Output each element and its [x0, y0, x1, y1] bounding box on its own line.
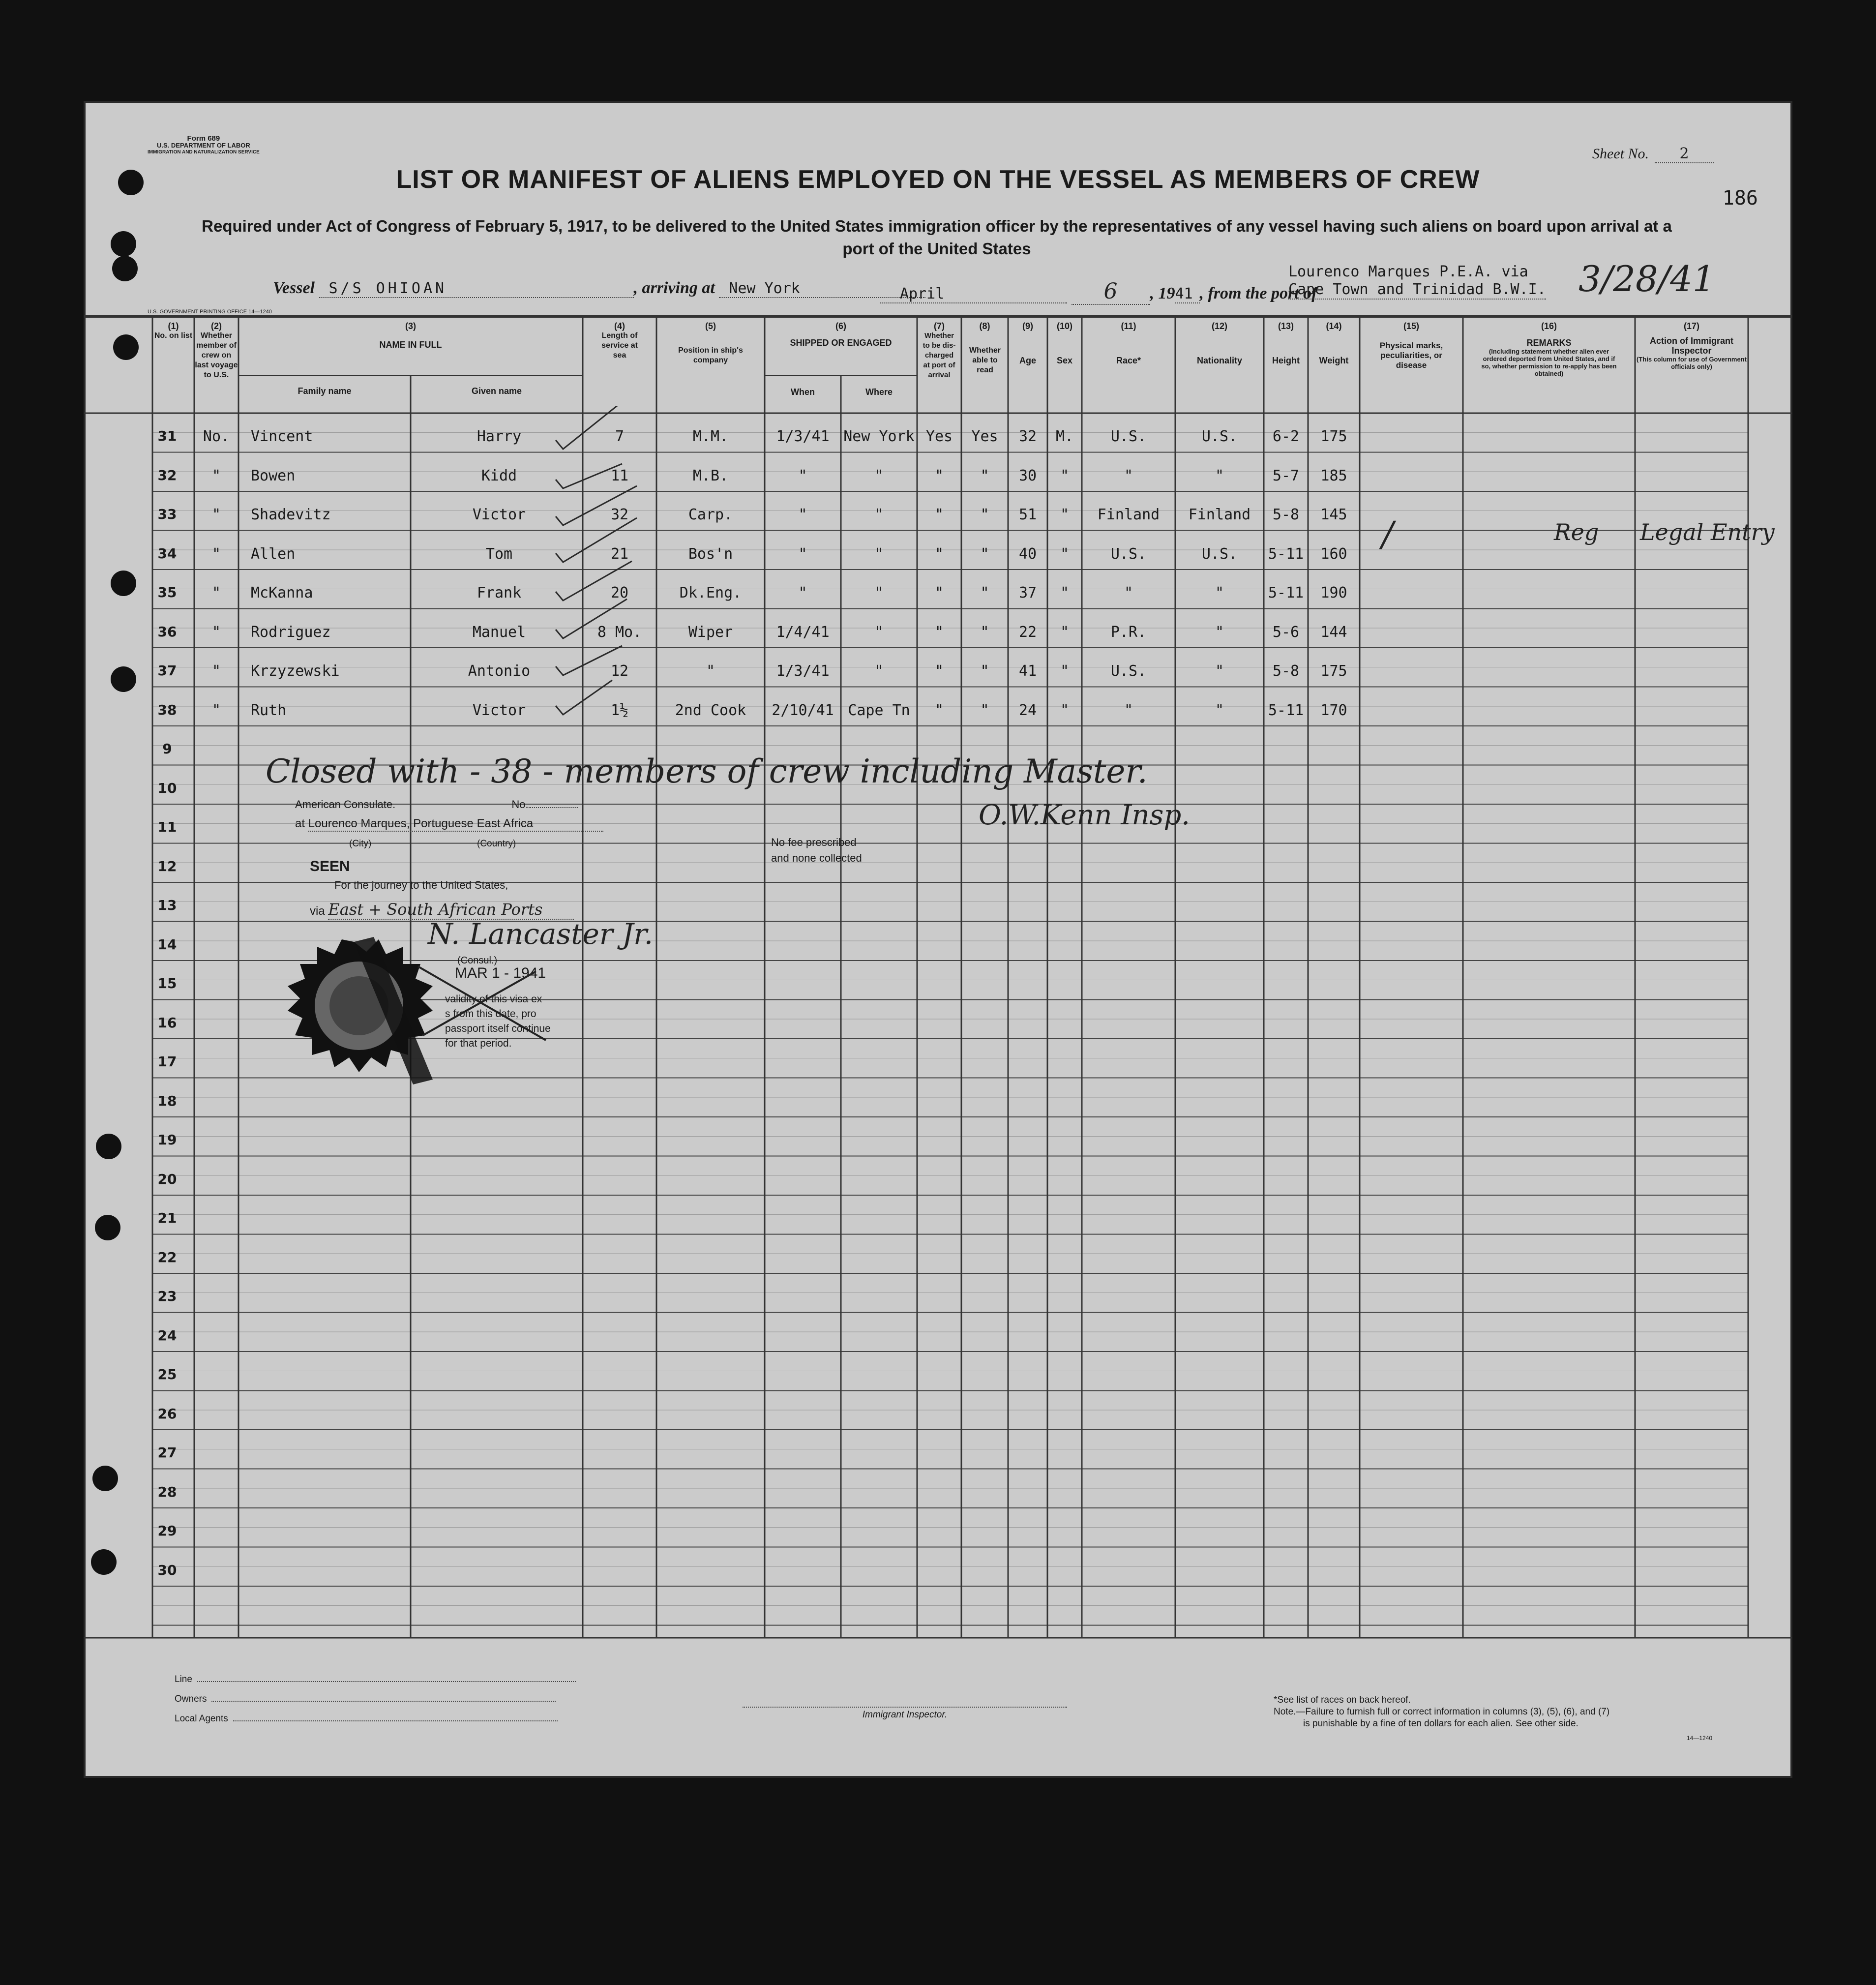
punch-hole: [95, 1215, 120, 1240]
cell-nationality: U.S.: [1201, 545, 1238, 563]
row-number: 15: [157, 975, 177, 992]
validity-line-4: for that period.: [445, 1038, 512, 1049]
row-number: 20: [157, 1171, 177, 1187]
row-number: 25: [157, 1366, 177, 1383]
from-label: , from the port of: [1199, 284, 1317, 302]
cell-service: 21: [610, 545, 629, 563]
cell-where: Cape Tn: [848, 701, 910, 719]
department-name: U.S. DEPARTMENT OF LABOR: [157, 142, 250, 149]
cell-where: ": [874, 623, 884, 641]
cell-discharged: ": [934, 701, 944, 719]
col-13-num: (13): [1278, 321, 1294, 331]
col-7-header: [917, 321, 961, 380]
col-9-header: [1008, 321, 1047, 365]
cell-age: 51: [1018, 506, 1037, 523]
col-11-header: [1082, 321, 1175, 365]
via-strikeout: [418, 966, 546, 1040]
closing-statement: Closed with - 38 - members of crew including Master.: [266, 752, 1148, 790]
col-8-label: Whether able to read: [969, 346, 1001, 374]
cell-given: Manuel: [472, 623, 526, 641]
seen-label: SEEN: [310, 858, 350, 874]
arrival-port: New York: [719, 280, 925, 298]
journey-text: For the journey to the United States,: [334, 879, 508, 891]
row-number: 17: [157, 1053, 177, 1070]
cell-age: 24: [1018, 701, 1037, 719]
fee-note-line-1: No fee prescribed: [771, 836, 857, 848]
cell-crew: ": [211, 584, 221, 602]
checkmark-37: [556, 646, 622, 675]
checkmark-32: [556, 464, 622, 488]
col-1-num: (1): [168, 321, 179, 331]
consulate-seal: [261, 922, 556, 1178]
cell-height: 5-11: [1268, 584, 1304, 602]
consulate-name: American Consulate.: [295, 798, 396, 811]
cell-sex: M.: [1055, 428, 1074, 445]
col-10-label: Sex: [1056, 356, 1073, 365]
cell-when: 1/3/41: [776, 428, 830, 445]
cell-weight: 170: [1320, 701, 1347, 719]
cell-read: ": [980, 506, 989, 523]
stamp-date: MAR 1 - 1941: [455, 965, 546, 981]
col-8-num: (8): [979, 321, 990, 331]
col-11-num: (11): [1121, 321, 1136, 331]
cell-race: U.S.: [1110, 662, 1147, 680]
checkmark-36: [556, 599, 627, 638]
cell-where: ": [874, 506, 884, 523]
cell-service: 8 Mo.: [597, 623, 642, 641]
cell-read: ": [980, 584, 989, 602]
cell-service: 7: [615, 428, 625, 445]
cell-read: ": [980, 467, 989, 484]
col-1-label: No. on list: [154, 331, 193, 340]
cell-position: Bos'n: [688, 545, 733, 563]
page-number: 186: [1722, 187, 1758, 210]
cell-read: ": [980, 545, 989, 563]
col-17-num: (17): [1683, 321, 1699, 331]
punch-hole: [92, 1466, 118, 1491]
immigrant-inspector-line: Immigrant Inspector.: [743, 1707, 1067, 1720]
cell-position: Dk.Eng.: [679, 584, 742, 602]
footer-fields: [175, 1670, 576, 1729]
cell-discharged: ": [934, 623, 944, 641]
row-number: 22: [157, 1249, 177, 1265]
cell-height: 6-2: [1272, 428, 1300, 445]
cell-height: 5-6: [1272, 623, 1300, 641]
cell-given: Victor: [472, 506, 526, 523]
arriving-label: , arriving at: [633, 279, 715, 297]
cell-age: 41: [1018, 662, 1037, 680]
form-number: Form 689: [187, 134, 220, 143]
cell-where: ": [874, 584, 884, 602]
cell-crew: ": [211, 545, 221, 563]
col-3-num: (3): [405, 321, 416, 331]
cell-nationality: ": [1215, 467, 1224, 484]
cell-crew: ": [211, 701, 221, 719]
col-10-num: (10): [1056, 321, 1072, 331]
col-6-label: SHIPPED OR ENGAGED: [790, 338, 892, 348]
row-number: 9: [162, 741, 172, 757]
cell-family: Allen: [251, 545, 296, 563]
cell-race: ": [1124, 467, 1133, 484]
cell-nationality: ": [1215, 662, 1224, 680]
cell-discharged: ": [934, 584, 944, 602]
footer-line-field: [175, 1670, 576, 1689]
checkmark-38: [556, 680, 612, 715]
row-number: 30: [157, 1562, 177, 1578]
cell-age: 22: [1018, 623, 1037, 641]
consul-signature: N. Lancaster Jr.: [428, 917, 654, 951]
cell-where: ": [874, 545, 884, 563]
cell-weight: 145: [1320, 506, 1347, 523]
punch-hole: [111, 571, 136, 596]
cell-family: Bowen: [251, 467, 296, 484]
cell-discharged: ": [934, 662, 944, 680]
row-number: 31: [157, 428, 177, 444]
vessel-line: [273, 279, 925, 298]
col-17-header: [1635, 321, 1748, 370]
consul-label: (Consul.): [457, 955, 498, 966]
departure-port: [1288, 263, 1546, 300]
col-16-num: (16): [1541, 321, 1557, 331]
col-1-header: [152, 321, 194, 341]
printer-mark: U.S. GOVERNMENT PRINTING OFFICE 14—1240: [148, 309, 272, 315]
cell-age: 30: [1018, 467, 1037, 484]
col-3-header: [238, 321, 583, 350]
consulate-place: Lourenco Marques, Portuguese East Africa: [308, 817, 603, 832]
cell-race: Finland: [1097, 506, 1160, 523]
col-6-header: [765, 321, 917, 348]
col-16-sub: (Including statement whether alien ever ordered deported from United States, and if so, whether permission to re-apply has been obtained): [1481, 348, 1617, 377]
arrival-month: April: [880, 285, 1067, 303]
col-3-label: NAME IN FULL: [379, 340, 442, 350]
col-2-num: (2): [211, 321, 222, 331]
cell-given: Kidd: [481, 467, 517, 484]
row-number: 28: [157, 1483, 177, 1500]
cell-family: Vincent: [251, 428, 313, 445]
form-code: 14—1240: [1687, 1735, 1713, 1742]
col-5-header: [656, 321, 765, 365]
via-line: [310, 900, 574, 920]
footer-owners-field: [175, 1689, 576, 1709]
departure-port-line-1: Lourenco Marques P.E.A. via: [1288, 263, 1528, 280]
row-number: 18: [157, 1092, 177, 1109]
arrival-year: 41: [1175, 285, 1200, 303]
punch-hole: [96, 1134, 121, 1159]
col-7-label: Whether to be dis-charged at port of arrival: [923, 331, 956, 379]
checkmark-34: [556, 518, 637, 562]
cell-read: ": [980, 662, 989, 680]
handwritten-date: 3/28/41: [1578, 258, 1715, 300]
row-number: 33: [157, 506, 177, 522]
physical-mark-33: /: [1382, 514, 1394, 554]
col-5-num: (5): [705, 321, 716, 331]
form-header-block: [148, 135, 260, 156]
row-number: 21: [157, 1210, 177, 1226]
cell-height: 5-11: [1268, 701, 1304, 719]
col-11-label: Race*: [1116, 356, 1141, 365]
row-number: 32: [157, 467, 177, 483]
col-15-num: (15): [1403, 321, 1419, 331]
col-6-num: (6): [835, 321, 846, 331]
footer-agents-label: Local Agents: [175, 1714, 228, 1724]
cell-height: 5-7: [1272, 467, 1300, 484]
cell-where: New York: [843, 428, 915, 445]
row-number: 37: [157, 662, 177, 679]
footer-agents-field: [175, 1709, 576, 1729]
fine-note-1: Note.—Failure to furnish full or correct information in columns (3), (5), (6), and (7): [1274, 1707, 1610, 1717]
cell-family: Shadevitz: [251, 506, 331, 523]
cell-sex: ": [1060, 701, 1070, 719]
remark-33: Reg: [1554, 519, 1599, 545]
cell-position: M.B.: [692, 467, 729, 484]
races-note: *See list of races on back hereof.: [1274, 1695, 1411, 1705]
cell-given: Victor: [472, 701, 526, 719]
cell-read: ": [980, 701, 989, 719]
row-number: 35: [157, 584, 177, 601]
inspector-signature: O.W.Kenn Insp.: [979, 799, 1190, 831]
cell-weight: 175: [1320, 662, 1347, 680]
punch-hole: [91, 1549, 117, 1575]
cell-discharged: ": [934, 467, 944, 484]
cell-position: Wiper: [688, 623, 733, 641]
cell-race: U.S.: [1110, 428, 1147, 445]
col-4-header: [583, 321, 656, 361]
checkmarks: [526, 406, 693, 745]
consulate-place-line: [295, 817, 603, 832]
punch-hole: [111, 231, 136, 257]
row-number: 11: [157, 819, 177, 835]
cell-sex: ": [1060, 584, 1070, 602]
cell-nationality: ": [1215, 701, 1224, 719]
row-number: 38: [157, 701, 177, 718]
col-4-label: Length of service at sea: [601, 331, 638, 360]
row-number: 29: [157, 1523, 177, 1539]
punch-hole: [112, 256, 138, 281]
cell-sex: ": [1060, 506, 1070, 523]
cell-nationality: ": [1215, 623, 1224, 641]
punch-hole: [111, 666, 136, 692]
city-label: (City): [349, 839, 372, 849]
cell-where: ": [874, 467, 884, 484]
fine-note-2: is punishable by a fine of ten dollars for each alien. See other side.: [1303, 1718, 1578, 1729]
col-8-header: [961, 321, 1008, 375]
manifest-page: [84, 101, 1792, 1778]
col-14-header: [1308, 321, 1360, 365]
col-13-header: [1264, 321, 1308, 365]
vessel-label: Vessel: [273, 279, 315, 297]
cell-crew: ": [211, 662, 221, 680]
cell-position: 2nd Cook: [675, 701, 746, 719]
validity-line-2: s from this date, pro: [445, 1008, 536, 1020]
cell-age: 40: [1018, 545, 1037, 563]
cell-position: M.M.: [692, 428, 729, 445]
cell-read: ": [980, 623, 989, 641]
cell-when: ": [798, 506, 807, 523]
col-15-header: [1360, 321, 1463, 370]
cell-family: Krzyzewski: [251, 662, 340, 680]
cell-given: Harry: [476, 428, 522, 445]
footer-notes: [1274, 1694, 1609, 1730]
cell-crew: ": [211, 467, 221, 484]
row-number: 26: [157, 1405, 177, 1422]
consulate-no-label: No.: [511, 798, 529, 811]
cell-sex: ": [1060, 467, 1070, 484]
col-14-num: (14): [1326, 321, 1342, 331]
cell-crew: No.: [203, 428, 230, 445]
cell-age: 32: [1018, 428, 1037, 445]
cell-weight: 185: [1320, 467, 1347, 484]
cell-discharged: ": [934, 545, 944, 563]
cell-height: 5-11: [1268, 545, 1304, 563]
via-ports: East + South African Ports: [328, 900, 574, 920]
cell-service: 32: [610, 506, 629, 523]
col-9-label: Age: [1019, 356, 1036, 365]
col-2-header: [194, 321, 238, 380]
cell-service: 12: [610, 662, 629, 680]
arrival-day: 6: [1072, 279, 1150, 305]
arrival-date: [880, 279, 1317, 305]
cell-nationality: U.S.: [1201, 428, 1238, 445]
consulate-label: [295, 798, 578, 811]
punch-hole: [118, 170, 144, 195]
col-16-label: REMARKS: [1526, 338, 1572, 348]
cell-when: 1/4/41: [776, 623, 830, 641]
cell-race: ": [1124, 701, 1133, 719]
row-number: 34: [157, 545, 177, 562]
row-number: 12: [157, 858, 177, 874]
sheet-value: 2: [1655, 145, 1714, 163]
row-number: 16: [157, 1014, 177, 1031]
col-12-header: [1175, 321, 1264, 365]
col-5-label: Position in ship's company: [678, 346, 743, 364]
cell-sex: ": [1060, 545, 1070, 563]
row-number: 36: [157, 623, 177, 640]
cell-family: Ruth: [251, 701, 287, 719]
cell-height: 5-8: [1272, 506, 1300, 523]
page-subtitle: Required under Act of Congress of February 5, 1917, to be delivered to the United States immigration officer by the representatives of any vessel having such aliens on board upon arrival at a port of the United States: [202, 217, 1672, 258]
sheet-label: Sheet No.: [1592, 146, 1649, 162]
footer-line-label: Line: [175, 1674, 192, 1684]
via-label: via: [310, 904, 325, 918]
footer-owners-label: Owners: [175, 1694, 207, 1704]
col-13-label: Height: [1272, 356, 1300, 365]
col-15-label: Physical marks, peculiarities, or disease: [1379, 341, 1443, 370]
fee-note-line-2: and none collected: [771, 852, 862, 864]
when-header: When: [791, 387, 815, 397]
row-number: 24: [157, 1327, 177, 1344]
cell-position: Carp.: [688, 506, 733, 523]
cell-discharged: Yes: [925, 428, 953, 445]
cell-when: 1/3/41: [776, 662, 830, 680]
col-16-header: [1463, 321, 1635, 377]
cell-read: Yes: [971, 428, 998, 445]
cell-crew: ": [211, 506, 221, 523]
cell-race: P.R.: [1110, 623, 1147, 641]
cell-when: ": [798, 467, 807, 484]
country-label: (Country): [477, 839, 516, 849]
col-17-sub: (This column for use of Government officials only): [1637, 356, 1747, 370]
cell-service: 20: [610, 584, 629, 602]
cell-sex: ": [1060, 662, 1070, 680]
sheet-number: [1592, 145, 1714, 163]
cell-age: 37: [1018, 584, 1037, 602]
cell-when: ": [798, 584, 807, 602]
cell-crew: ": [211, 623, 221, 641]
row-number: 13: [157, 897, 177, 913]
cell-weight: 160: [1320, 545, 1347, 563]
cell-nationality: ": [1215, 584, 1224, 602]
departure-port-line-2: Cape Town and Trinidad B.W.I.: [1288, 281, 1546, 300]
cell-where: ": [874, 662, 884, 680]
col-17-label: Action of Immigrant Inspector: [1650, 336, 1733, 356]
checkmark-33: [556, 486, 637, 525]
cell-race: ": [1124, 584, 1133, 602]
col-4-num: (4): [614, 321, 625, 331]
cell-when: 2/10/41: [772, 701, 834, 719]
cell-height: 5-8: [1272, 662, 1300, 680]
col-12-num: (12): [1211, 321, 1227, 331]
cell-given: Frank: [476, 584, 522, 602]
cell-given: Antonio: [468, 662, 531, 680]
service-name: IMMIGRATION AND NATURALIZATION SERVICE: [148, 150, 260, 155]
page-title: LIST OR MANIFEST OF ALIENS EMPLOYED ON THE VESSEL AS MEMBERS OF CREW: [396, 165, 1480, 194]
checkmark-35: [556, 561, 632, 601]
row-number: 19: [157, 1132, 177, 1148]
row-number: 23: [157, 1288, 177, 1304]
col-9-num: (9): [1022, 321, 1033, 331]
cell-given: Tom: [485, 545, 513, 563]
cell-nationality: Finland: [1188, 506, 1251, 523]
cell-race: U.S.: [1110, 545, 1147, 563]
cell-service: 1½: [610, 701, 629, 719]
col-10-header: [1047, 321, 1082, 365]
vessel-name: S/S OHIOAN: [319, 280, 634, 298]
cell-service: 11: [610, 467, 629, 484]
fee-note: [771, 835, 862, 866]
row-number: 27: [157, 1444, 177, 1461]
col-14-label: Weight: [1319, 356, 1349, 365]
col-12-label: Nationality: [1196, 356, 1242, 365]
cell-when: ": [798, 545, 807, 563]
cell-family: Rodriguez: [251, 623, 331, 641]
cell-weight: 144: [1320, 623, 1347, 641]
given-name-header: Given name: [471, 386, 522, 396]
punch-hole: [113, 334, 139, 360]
where-header: Where: [865, 387, 893, 397]
cell-weight: 190: [1320, 584, 1347, 602]
checkmark-31: [556, 406, 661, 449]
validity-line-3: passport itself continue: [445, 1023, 551, 1034]
family-name-header: Family name: [298, 386, 352, 396]
row-number: 10: [157, 780, 177, 796]
cell-position: ": [706, 662, 715, 680]
col-2-label: Whether member of crew on last voyage to U.S.: [195, 331, 238, 379]
action-33: Legal Entry: [1640, 519, 1775, 545]
year-prefix: , 19: [1150, 284, 1175, 302]
consulate-at-label: at: [295, 817, 305, 830]
row-number: 14: [157, 936, 177, 953]
col-7-num: (7): [934, 321, 945, 331]
cell-discharged: ": [934, 506, 944, 523]
cell-weight: 175: [1320, 428, 1347, 445]
validity-line-1: validity of this visa ex: [445, 993, 542, 1005]
cell-family: McKanna: [251, 584, 313, 602]
cell-sex: ": [1060, 623, 1070, 641]
